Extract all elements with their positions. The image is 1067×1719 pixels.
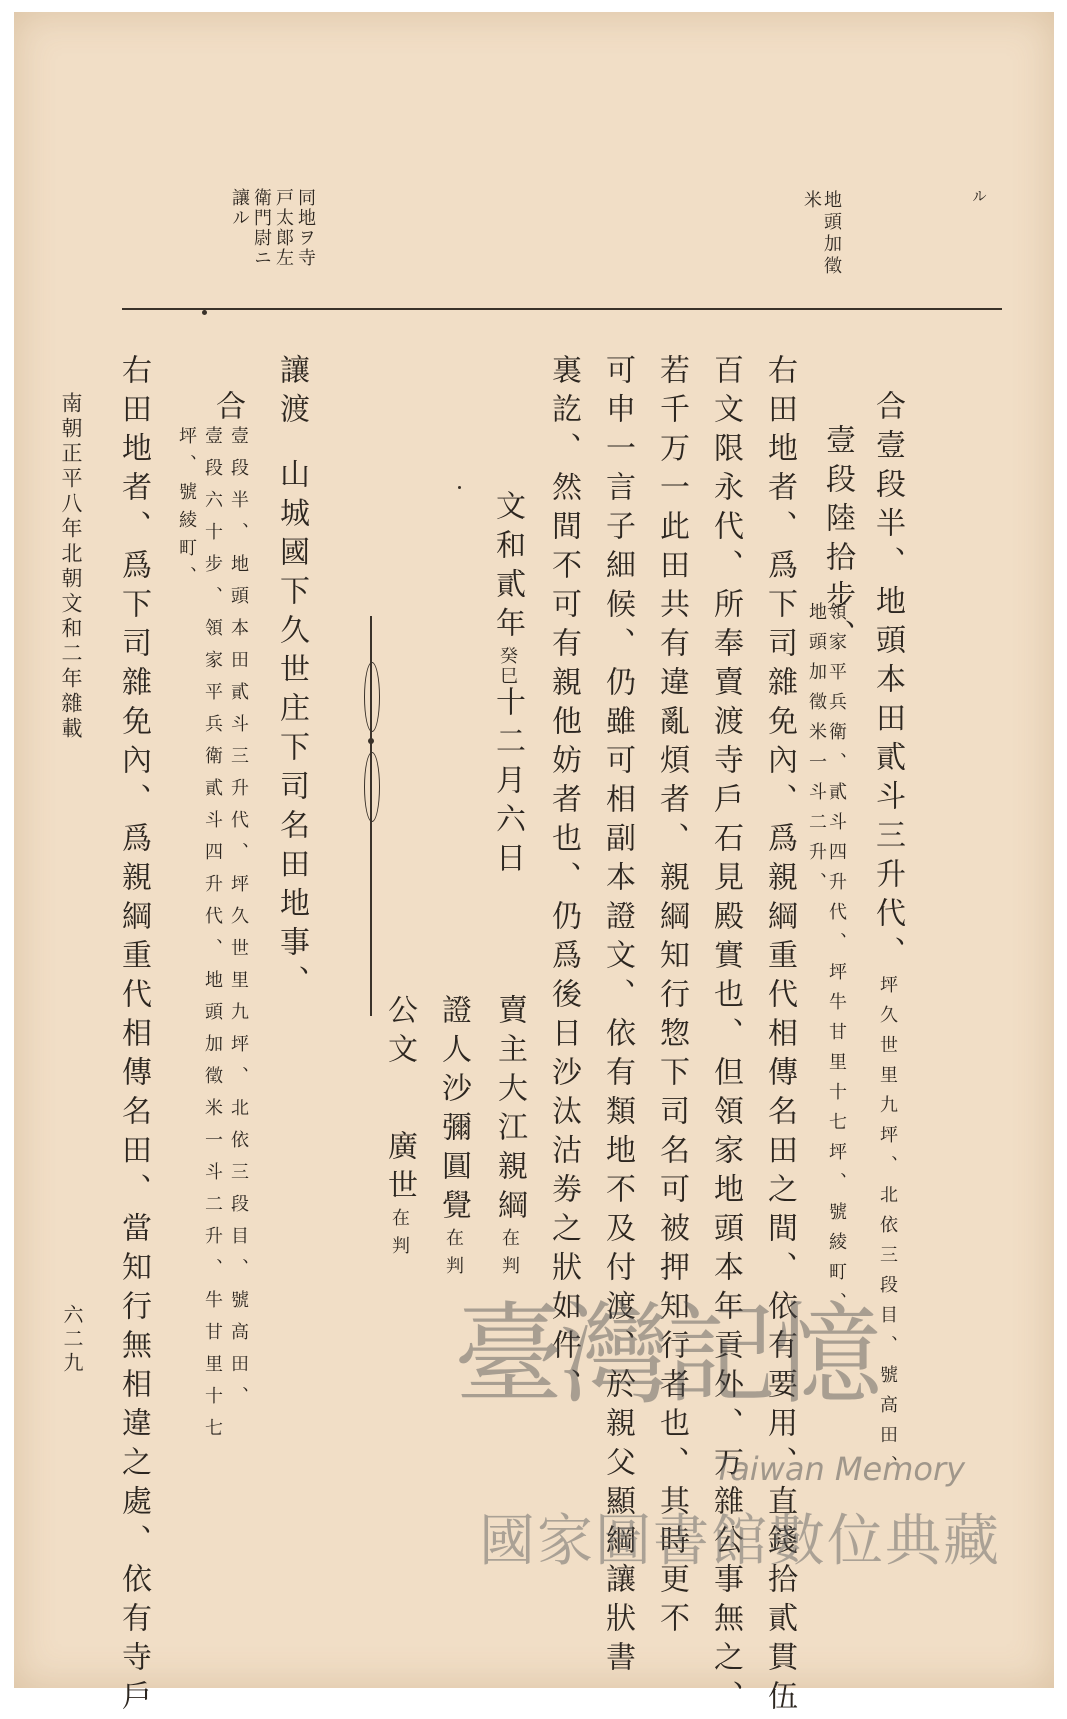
doc2-sum: 合 (210, 390, 245, 429)
footer-era: 南朝正平八年 (59, 392, 83, 542)
footer-era-2: 北朝文和二年雜載 (59, 542, 83, 742)
header-left-note-2: 戸太郞左 (273, 188, 294, 268)
header-mark: ル (970, 188, 988, 209)
doc2-line3: 坪、號綾町、 (176, 426, 197, 594)
doc1-date-note: 癸巳 (497, 646, 518, 686)
header-left-note-4: 讓ル (229, 188, 250, 228)
watermark-org: 國家圖書館數位典藏 (479, 1509, 1001, 1574)
header-right-note-line1: 地頭加徵 (821, 190, 842, 278)
doc1-col3: 右田地者、爲下司雜免內、爲親綱重代相傳名田之間、依有要用、直錢拾貳貫伍 (762, 354, 797, 1719)
doc1-col4: 百文限永代、所奉賣渡寺戶石見殿實也、但領家地頭本年貢外、万雜公事無之、 (708, 354, 743, 1719)
header-right-note-2: 米 (801, 190, 822, 212)
doc1-date: 文和貳年癸巳十二月六日 (490, 490, 525, 881)
doc2-subject: 山城國下久世庄下司名田地事、 (274, 458, 309, 1004)
doc2-line2: 壹段六十步、領家平兵衛貳斗四升代、地頭加徵米一斗二升、牛甘里十七 (202, 426, 223, 1450)
doc1-col7: 裏訖、然間不可有親他妨者也、仍爲後日沙汰沽劵之狀如件、 (546, 354, 581, 1407)
official-seal-note: 在判 (389, 1208, 410, 1264)
page-number: 六二九 (60, 1304, 84, 1376)
doc1-col1: 合壹段半、地頭本田貳斗三升代、坪久世里九坪、北依三段目、號高田、 (870, 390, 905, 1485)
doc1-official-name: 廣世在判 (382, 1130, 417, 1264)
divider-ornament-top (364, 662, 380, 732)
divider-ornament-dot (368, 738, 374, 744)
doc1-col2: 壹段陸拾步、 (820, 424, 855, 658)
doc1-col1-note: 坪久世里九坪、北依三段目、號高田、 (877, 975, 898, 1485)
header-right-note (822, 190, 840, 278)
doc1-seller: 賣主大江親綱在判 (492, 994, 527, 1284)
watermark-title: 臺灣記憶 (454, 1291, 878, 1419)
doc1-col5: 若千万一此田共有違亂煩者、親綱知行惣下司名可被押知行者也、其時更不 (654, 354, 689, 1641)
ink-dot (202, 310, 207, 315)
doc1-official: 公文 (382, 994, 417, 1072)
header-left-note-3: 衛門尉ニ (251, 188, 272, 268)
doc2-body: 右田地者、爲下司雜免內、爲親綱重代相傳名田、當知行無相違之處、依有寺戶 (116, 354, 151, 1719)
doc2-line1: 壹段半、地頭本田貳斗三升代、坪久世里九坪、北依三段目、號高田、 (228, 426, 249, 1418)
witness-seal-note: 在判 (443, 1228, 464, 1284)
seller-seal-note: 在判 (499, 1228, 520, 1284)
doc1-witness: 證人沙彌圓覺在判 (436, 994, 471, 1284)
divider-ornament-bottom (364, 752, 380, 822)
doc1-col2-note-a: 領家平兵衛、貳斗四升代、坪牛甘里十七坪、號綾町、 (826, 602, 847, 1322)
header-left-note-1: 同地ヲ寺 (295, 188, 316, 268)
watermark-english: Taiwan Memory (714, 1450, 966, 1488)
document-page (14, 12, 1054, 1719)
doc2-title: 讓渡 (274, 354, 309, 432)
header-divider (122, 308, 1002, 310)
doc1-col6: 可申一言子細候、仍雖可相副本證文、依有類地不及付渡、於親父顯綱讓狀書 (600, 354, 635, 1680)
ink-dot-2 (458, 486, 461, 489)
doc1-col2-note-b: 地頭加徵米一斗二升、 (806, 602, 827, 902)
